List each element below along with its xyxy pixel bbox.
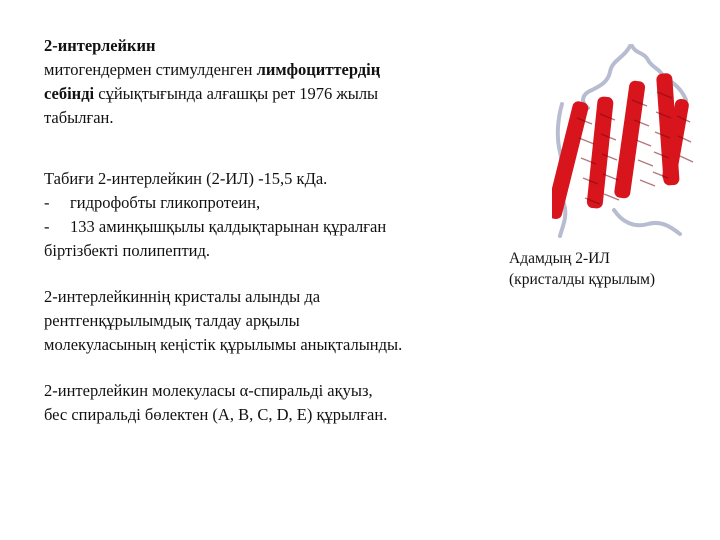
natural-il2-closing: біртізбекті полипептид. xyxy=(44,241,211,260)
figure-caption xyxy=(509,248,655,290)
discovery-line-1-bold: лимфоциттердің xyxy=(256,60,381,79)
bullet-text: гидрофобты гликопротеин, xyxy=(70,193,261,212)
alpha-symbol: α xyxy=(239,381,249,400)
main-text-column xyxy=(44,34,499,427)
crystal-line: молекуласының кеңістік құрылымы анықталынды. xyxy=(44,335,403,354)
section-structure xyxy=(44,379,499,427)
alpha-helices xyxy=(552,73,690,220)
crystal-line: 2-интерлейкиннің кристалы алынды да xyxy=(44,287,321,306)
bullet-text: 133 аминқышқылы қалдықтарынан құралған xyxy=(70,217,387,236)
discovery-line-1-text: митогендермен стимулденген xyxy=(44,60,257,79)
il2-crystal-structure-image xyxy=(552,38,702,242)
bullet-item xyxy=(44,215,499,239)
caption-line-2: (кристалды құрылым) xyxy=(509,271,656,288)
structure-line-1-text: 2-интерлейкин молекуласы xyxy=(44,381,240,400)
bullet-dash: - xyxy=(44,193,50,212)
caption-line-1: Адамдың 2-ИЛ xyxy=(509,250,610,267)
natural-il2-intro: Табиғи 2-интерлейкин (2-ИЛ) -15,5 кДа. xyxy=(44,169,328,188)
structure-line-1-suffix: -спиральді ақуыз, xyxy=(248,381,373,400)
discovery-line-2 xyxy=(44,84,378,103)
structure-line-2: бес спиральді бөлектен (А, В, С, D, E) құрылған. xyxy=(44,405,388,424)
crystal-line: рентгенқұрылымдық талдау арқылы xyxy=(44,311,300,330)
protein-ribbon-illustration xyxy=(552,38,702,242)
bullet-item xyxy=(44,191,499,215)
bullet-dash: - xyxy=(44,217,50,236)
section-discovery xyxy=(44,34,499,130)
section-title: 2-интерлейкин xyxy=(44,36,156,55)
discovery-line-2-text: сұйықтығында алғашқы рет 1976 жылы xyxy=(94,84,379,103)
section-crystal xyxy=(44,285,499,357)
discovery-line-3: табылған. xyxy=(44,108,114,127)
discovery-line-2-bold: себінді xyxy=(44,84,95,103)
structure-line-1 xyxy=(44,381,373,400)
discovery-line-1 xyxy=(44,60,380,79)
section-natural-il2 xyxy=(44,167,499,263)
